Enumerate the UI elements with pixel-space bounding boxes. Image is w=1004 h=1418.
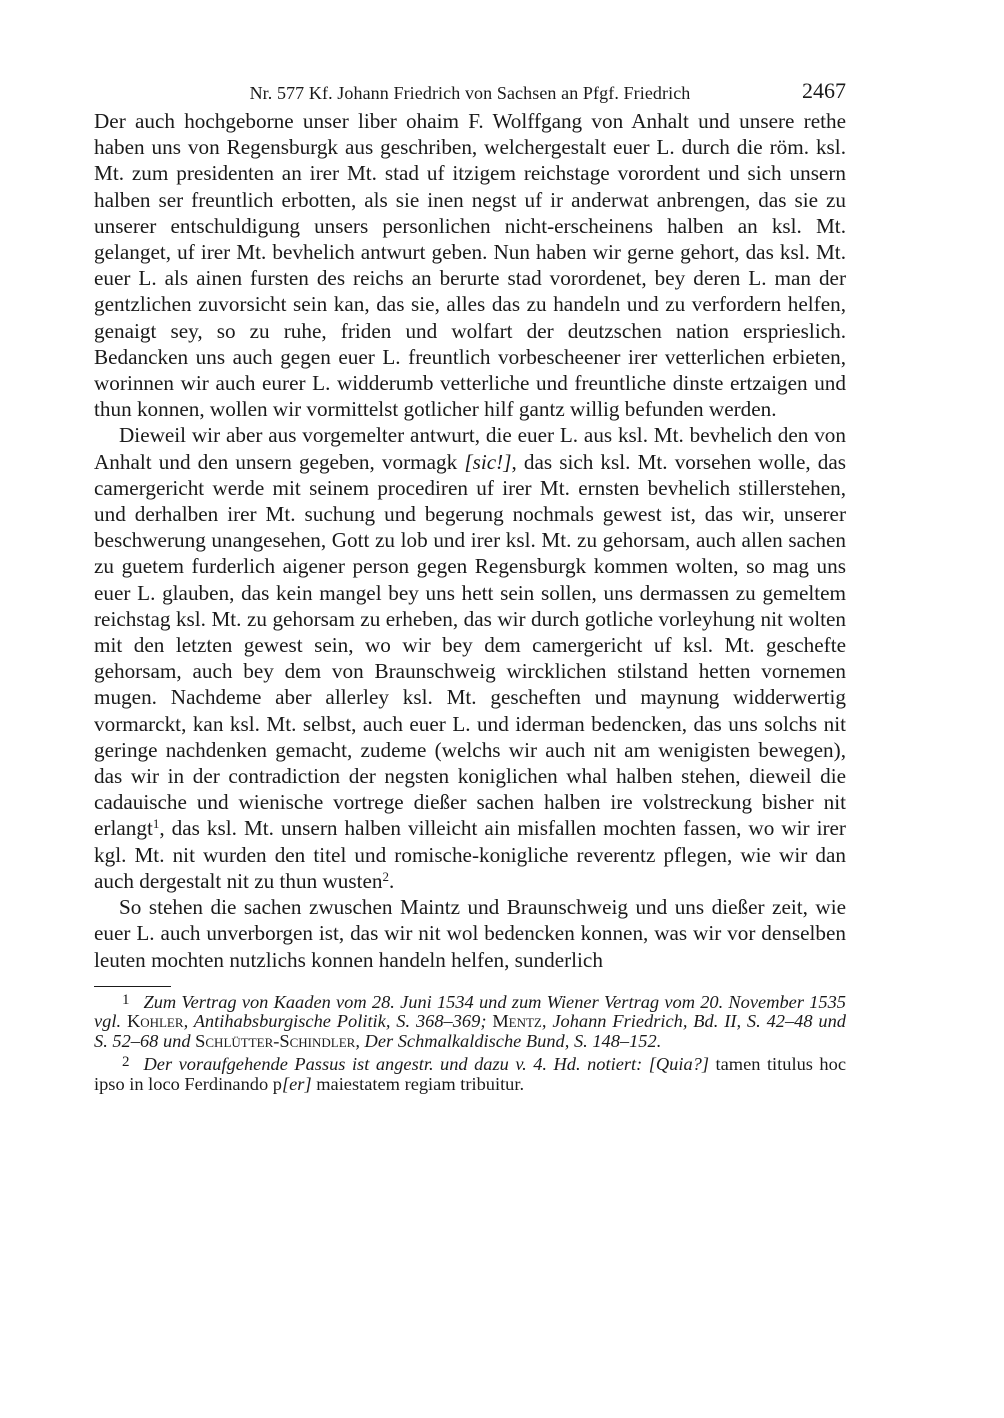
running-title: Nr. 577 Kf. Johann Friedrich von Sachsen an Pfgf. Friedrich: [249, 83, 691, 103]
footnote-divider: [94, 986, 171, 987]
footnote-2-mark: 2: [122, 1054, 130, 1071]
paragraph-2-part-d: .: [389, 868, 395, 893]
footnote-2-text-d: maiestatem regiam tribuitur.: [311, 1073, 525, 1094]
footnote-1-author-kohler: Kohler: [126, 1011, 184, 1032]
footnotes: [94, 991, 846, 1095]
sic-annotation: [sic!]: [464, 449, 512, 474]
paragraph-3: So stehen die sachen zwuschen Maintz und Braunschweig und uns dießer zeit, wie euer L. auch unverborgen ist, das wir nit wol bedencken konnen, was wir vor denselben leuten mochten nutzlichs konnen handeln helfen, sunderlich: [94, 895, 846, 972]
footnote-1-text-a: Zum Vertrag von Kaaden vom 28. Juni 1534 und zum Wiener Vertrag vom 20. November 1535 vgl.: [94, 991, 846, 1032]
paragraph-2-part-a: Dieweil wir aber aus vorgemelter antwurt, die euer L. aus ksl. Mt. bevhelich den von Anhalt und den unsern gegeben, vormagk: [94, 423, 846, 474]
footnote-1-text-c: , Johann Friedrich, Bd. II, S. 42–48 und S. 52–68 und: [94, 1011, 846, 1051]
footnote-ref-2[interactable]: 2: [382, 868, 390, 884]
page-number: 2467: [802, 78, 846, 103]
footnote-ref-1[interactable]: 1: [152, 816, 160, 832]
main-text: [94, 108, 846, 973]
paragraph-2-part-c: , das ksl. Mt. unsern halben villeicht ain misfallen mochten fassen, wo wir irer kgl. Mt. nit wurden den titel und romische-konigliche reverentz pflegen, wie wir dan auch dergestalt nit zu thun wusten: [94, 816, 846, 893]
footnote-2-text-a: Der voraufgehende Passus ist angestr. und dazu v. 4. Hd. notiert: [Quia?]: [143, 1054, 710, 1075]
footnote-2: [94, 1053, 846, 1094]
footnote-1: [94, 991, 846, 1052]
document-page: [94, 78, 846, 1096]
paragraph-1: Der auch hochgeborne unser liber ohaim F. Wolffgang von Anhalt und unsere rethe haben uns von Regensburgk aus geschriben, welchergestalt euer L. durch die röm. ksl. Mt. zum presidenten an irer Mt. stad uf itzigem reichstage vorordent und sich unsern halben ser freuntlich erbotten, als sie inen negst uf ir anderwat anbrengen, das sie zu unserer entschuldigung unsers personlichen nicht-erscheinens halben an ksl. Mt. gelanget, uf irer Mt. bevhelich antwurt geben. Nun haben wir gerne gehort, das ksl. Mt. euer L. als ainen fursten des reichs an berurte stad vorordenet, bey deren L. man der gentzlichen zuvorsicht sein kan, das sie, alles das zu handeln und zu verfordern helfen, genaigt sey, so zu ruhe, friden und wolfart der deutzschen nation ersprieslich. Bedancken uns auch gegen euer L. freuntlich vorbescheener irer vetterlichen erbieten, worinnen wir auch eurer L. widderumb vetterliche und freuntliche dinste ertzaigen und thun konnen, wollen wir vormittelst gotlicher hilf gantz willig befunden werden.: [94, 109, 846, 422]
paragraph-2: [94, 422, 846, 894]
footnote-1-author-schluetter: Schlütter-Schindler: [195, 1030, 356, 1051]
footnote-1-text-b: , Antihabsburgische Politik, S. 368–369;: [183, 1011, 493, 1032]
footnote-1-mark: 1: [122, 991, 130, 1008]
footnote-1-text-d: , Der Schmalkaldische Bund, S. 148–152.: [355, 1030, 662, 1051]
running-header: [94, 78, 846, 108]
paragraph-2-part-b: , das sich ksl. Mt. vorsehen wolle, das camergericht werde mit seinem procediren uf irer Mt. ernsten bevhelich stillerstehen, und derhalben irer Mt. suchung und begerung nochmals gewest ist, das wir, unserer beschwerung unangesehen, Gott zu lob und irer ksl. Mt. zu gehorsam, auch allen sachen zu guetem furderlich aigener person gegen Regensburgk kommen wolten, so mag uns euer L. glauben, das kein mangel bey uns hett sein sollen, uns dermassen zu gemeltem reichstag ksl. Mt. zu gehorsam zu erheben, das wir durch gotliche vorleyhung nit wolten mit den letzten gewest sein, wo wir bey dem camergericht uf ksl. Mt. geschefte gehorsam, auch bey dem von Braunschweig wircklichen stilstand hetten vornemen mugen. Nachdeme aber allerley ksl. Mt. gescheften und maynung widderwertig vormarckt, kan ksl. Mt. selbst, auch euer L. und iderman bedencken, das uns solchs nit geringe nachdenken gemacht, zudeme (welchs wir auch nit am wenigisten bewegen), das wir in der contradiction der negsten koniglichen whal halben stehen, dieweil die cadauische und wienische vortrege dießer sachen halben ire volstreckung bisher nit erlangt: [94, 449, 846, 841]
footnote-2-text-b: tamen titulus hoc ipso in loco Ferdinando p: [94, 1054, 846, 1094]
footnote-1-author-mentz: Mentz: [492, 1011, 542, 1032]
footnote-2-text-c: [er]: [281, 1073, 312, 1094]
